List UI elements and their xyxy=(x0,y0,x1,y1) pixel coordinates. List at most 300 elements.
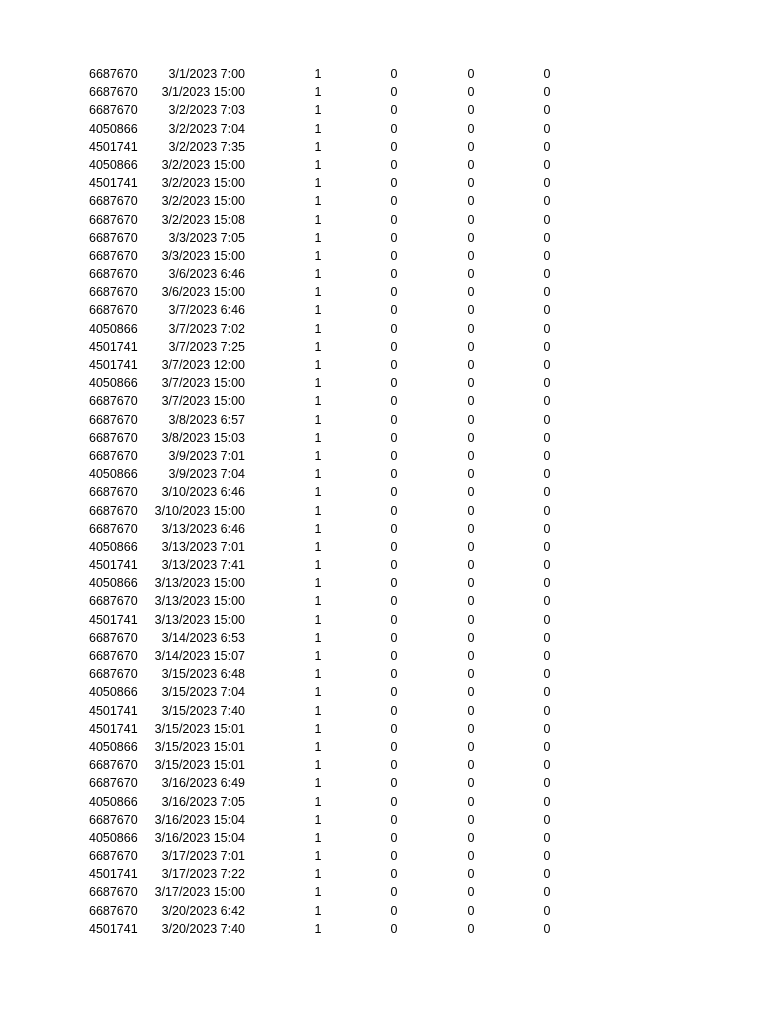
table-row xyxy=(0,374,768,392)
value-cell-3: 0 xyxy=(467,903,475,918)
value-cell-3: 0 xyxy=(467,849,475,864)
value-cell-3: 0 xyxy=(467,612,475,627)
value-cell-4: 0 xyxy=(543,121,551,136)
value-cell-1: 1 xyxy=(314,358,322,372)
datetime-cell: 3/2/2023 15:08 xyxy=(161,212,245,227)
value-cell-3: 0 xyxy=(467,576,475,591)
datetime-cell: 3/15/2023 6:48 xyxy=(161,667,245,682)
id-cell: 6687670 xyxy=(89,230,138,245)
value-cell-3: 0 xyxy=(467,630,475,645)
value-cell-4: 0 xyxy=(543,394,551,409)
value-cell-1: 1 xyxy=(314,430,322,445)
table-row xyxy=(0,283,768,301)
datetime-cell: 3/2/2023 7:04 xyxy=(168,121,245,136)
value-cell-1: 1 xyxy=(314,194,322,209)
datetime-cell: 3/8/2023 6:57 xyxy=(168,412,245,427)
value-cell-3: 0 xyxy=(467,467,475,482)
id-cell: 6687670 xyxy=(89,103,138,118)
datetime-cell: 3/1/2023 7:00 xyxy=(168,67,245,81)
value-cell-4: 0 xyxy=(543,885,551,900)
datetime-cell: 3/15/2023 15:01 xyxy=(154,758,245,773)
datetime-cell: 3/17/2023 7:01 xyxy=(161,849,245,864)
value-cell-3: 0 xyxy=(467,921,475,936)
value-cell-2: 0 xyxy=(390,103,398,118)
datetime-cell: 3/15/2023 7:04 xyxy=(161,685,245,700)
value-cell-1: 1 xyxy=(314,103,322,118)
datetime-cell: 3/2/2023 7:03 xyxy=(168,103,245,118)
value-cell-2: 0 xyxy=(390,921,398,936)
table-row xyxy=(0,156,768,174)
id-cell: 4050866 xyxy=(89,576,138,591)
datetime-cell: 3/8/2023 15:03 xyxy=(161,430,245,445)
table-row xyxy=(0,865,768,883)
value-cell-4: 0 xyxy=(543,794,551,809)
value-cell-3: 0 xyxy=(467,503,475,518)
value-cell-2: 0 xyxy=(390,394,398,409)
value-cell-3: 0 xyxy=(467,194,475,209)
value-cell-3: 0 xyxy=(467,412,475,427)
value-cell-1: 1 xyxy=(314,721,322,736)
id-cell: 6687670 xyxy=(89,885,138,900)
datetime-cell: 3/15/2023 7:40 xyxy=(161,703,245,718)
id-cell: 4050866 xyxy=(89,157,138,172)
id-cell: 6687670 xyxy=(89,776,138,791)
value-cell-3: 0 xyxy=(467,776,475,791)
value-cell-3: 0 xyxy=(467,139,475,154)
value-cell-4: 0 xyxy=(543,630,551,645)
value-cell-2: 0 xyxy=(390,139,398,154)
value-cell-1: 1 xyxy=(314,812,322,827)
table-row xyxy=(0,611,768,629)
id-cell: 4501741 xyxy=(89,921,138,936)
value-cell-3: 0 xyxy=(467,339,475,354)
table-row xyxy=(0,192,768,210)
datetime-cell: 3/10/2023 6:46 xyxy=(161,485,245,500)
value-cell-1: 1 xyxy=(314,612,322,627)
id-cell: 4501741 xyxy=(89,339,138,354)
table-row xyxy=(0,429,768,447)
id-cell: 4501741 xyxy=(89,703,138,718)
value-cell-4: 0 xyxy=(543,649,551,663)
value-cell-1: 1 xyxy=(314,921,322,936)
datetime-cell: 3/1/2023 15:00 xyxy=(161,85,245,100)
datetime-cell: 3/17/2023 7:22 xyxy=(161,867,245,882)
table-row xyxy=(0,920,768,938)
value-cell-2: 0 xyxy=(390,485,398,500)
value-cell-2: 0 xyxy=(390,503,398,518)
value-cell-4: 0 xyxy=(543,157,551,172)
value-cell-1: 1 xyxy=(314,830,322,845)
id-cell: 6687670 xyxy=(89,758,138,773)
value-cell-2: 0 xyxy=(390,267,398,282)
value-cell-2: 0 xyxy=(390,176,398,191)
table-row xyxy=(0,65,768,83)
table-row xyxy=(0,756,768,774)
value-cell-3: 0 xyxy=(467,485,475,500)
value-cell-4: 0 xyxy=(543,176,551,191)
value-cell-4: 0 xyxy=(543,194,551,209)
table-row xyxy=(0,847,768,865)
value-cell-3: 0 xyxy=(467,285,475,300)
id-cell: 6687670 xyxy=(89,649,138,663)
value-cell-3: 0 xyxy=(467,303,475,318)
table-row xyxy=(0,520,768,538)
value-cell-1: 1 xyxy=(314,485,322,500)
value-cell-3: 0 xyxy=(467,358,475,372)
value-cell-3: 0 xyxy=(467,830,475,845)
value-cell-4: 0 xyxy=(543,667,551,682)
id-cell: 4501741 xyxy=(89,558,138,573)
value-cell-2: 0 xyxy=(390,430,398,445)
datetime-cell: 3/9/2023 7:04 xyxy=(168,467,245,482)
id-cell: 4501741 xyxy=(89,139,138,154)
value-cell-3: 0 xyxy=(467,812,475,827)
value-cell-3: 0 xyxy=(467,430,475,445)
value-cell-3: 0 xyxy=(467,248,475,263)
datetime-cell: 3/13/2023 15:00 xyxy=(154,594,245,609)
value-cell-2: 0 xyxy=(390,703,398,718)
value-cell-2: 0 xyxy=(390,867,398,882)
value-cell-1: 1 xyxy=(314,285,322,300)
value-cell-3: 0 xyxy=(467,157,475,172)
value-cell-1: 1 xyxy=(314,794,322,809)
id-cell: 4050866 xyxy=(89,794,138,809)
datetime-cell: 3/3/2023 7:05 xyxy=(168,230,245,245)
value-cell-3: 0 xyxy=(467,321,475,336)
table-row xyxy=(0,483,768,501)
value-cell-1: 1 xyxy=(314,667,322,682)
value-cell-3: 0 xyxy=(467,594,475,609)
value-cell-2: 0 xyxy=(390,630,398,645)
id-cell: 4501741 xyxy=(89,867,138,882)
value-cell-2: 0 xyxy=(390,903,398,918)
id-cell: 6687670 xyxy=(89,630,138,645)
value-cell-2: 0 xyxy=(390,358,398,372)
value-cell-4: 0 xyxy=(543,103,551,118)
table-row xyxy=(0,647,768,665)
value-cell-3: 0 xyxy=(467,794,475,809)
table-row xyxy=(0,120,768,138)
value-cell-3: 0 xyxy=(467,212,475,227)
value-cell-4: 0 xyxy=(543,812,551,827)
id-cell: 4501741 xyxy=(89,176,138,191)
value-cell-3: 0 xyxy=(467,558,475,573)
id-cell: 4501741 xyxy=(89,721,138,736)
value-cell-1: 1 xyxy=(314,594,322,609)
table-row xyxy=(0,356,768,374)
value-cell-3: 0 xyxy=(467,758,475,773)
value-cell-4: 0 xyxy=(543,303,551,318)
value-cell-4: 0 xyxy=(543,921,551,936)
id-cell: 4050866 xyxy=(89,685,138,700)
datetime-cell: 3/16/2023 6:49 xyxy=(161,776,245,791)
id-cell: 6687670 xyxy=(89,485,138,500)
value-cell-3: 0 xyxy=(467,376,475,391)
value-cell-2: 0 xyxy=(390,194,398,209)
value-cell-2: 0 xyxy=(390,576,398,591)
datetime-cell: 3/16/2023 7:05 xyxy=(161,794,245,809)
value-cell-2: 0 xyxy=(390,521,398,536)
datetime-cell: 3/14/2023 15:07 xyxy=(154,649,245,663)
id-cell: 6687670 xyxy=(89,394,138,409)
value-cell-4: 0 xyxy=(543,721,551,736)
value-cell-1: 1 xyxy=(314,448,322,463)
value-cell-4: 0 xyxy=(543,685,551,700)
table-row xyxy=(0,301,768,319)
value-cell-1: 1 xyxy=(314,849,322,864)
datetime-cell: 3/20/2023 7:40 xyxy=(161,921,245,936)
id-cell: 6687670 xyxy=(89,303,138,318)
table-row xyxy=(0,902,768,920)
value-cell-4: 0 xyxy=(543,612,551,627)
value-cell-4: 0 xyxy=(543,85,551,100)
value-cell-2: 0 xyxy=(390,794,398,809)
datetime-cell: 3/2/2023 15:00 xyxy=(161,157,245,172)
value-cell-1: 1 xyxy=(314,339,322,354)
value-cell-1: 1 xyxy=(314,758,322,773)
table-row xyxy=(0,883,768,901)
datetime-cell: 3/13/2023 6:46 xyxy=(161,521,245,536)
value-cell-4: 0 xyxy=(543,539,551,554)
value-cell-2: 0 xyxy=(390,812,398,827)
value-cell-1: 1 xyxy=(314,157,322,172)
id-cell: 4050866 xyxy=(89,121,138,136)
id-cell: 6687670 xyxy=(89,248,138,263)
value-cell-1: 1 xyxy=(314,248,322,263)
datetime-cell: 3/15/2023 15:01 xyxy=(154,721,245,736)
datetime-cell: 3/10/2023 15:00 xyxy=(154,503,245,518)
value-cell-4: 0 xyxy=(543,521,551,536)
value-cell-3: 0 xyxy=(467,267,475,282)
value-cell-3: 0 xyxy=(467,649,475,663)
value-cell-4: 0 xyxy=(543,430,551,445)
value-cell-2: 0 xyxy=(390,376,398,391)
table-row xyxy=(0,665,768,683)
value-cell-3: 0 xyxy=(467,667,475,682)
value-cell-3: 0 xyxy=(467,176,475,191)
id-cell: 6687670 xyxy=(89,194,138,209)
value-cell-2: 0 xyxy=(390,885,398,900)
table-row xyxy=(0,592,768,610)
value-cell-4: 0 xyxy=(543,339,551,354)
id-cell: 6687670 xyxy=(89,849,138,864)
value-cell-4: 0 xyxy=(543,448,551,463)
table-row xyxy=(0,720,768,738)
value-cell-1: 1 xyxy=(314,521,322,536)
value-cell-1: 1 xyxy=(314,412,322,427)
datetime-cell: 3/14/2023 6:53 xyxy=(161,630,245,645)
value-cell-1: 1 xyxy=(314,267,322,282)
datetime-cell: 3/2/2023 15:00 xyxy=(161,194,245,209)
value-cell-1: 1 xyxy=(314,867,322,882)
value-cell-2: 0 xyxy=(390,212,398,227)
table-row xyxy=(0,211,768,229)
datetime-cell: 3/15/2023 15:01 xyxy=(154,739,245,754)
value-cell-1: 1 xyxy=(314,885,322,900)
id-cell: 6687670 xyxy=(89,212,138,227)
value-cell-2: 0 xyxy=(390,776,398,791)
datetime-cell: 3/7/2023 7:02 xyxy=(168,321,245,336)
value-cell-4: 0 xyxy=(543,849,551,864)
value-cell-1: 1 xyxy=(314,176,322,191)
value-cell-2: 0 xyxy=(390,67,398,81)
table-row xyxy=(0,320,768,338)
value-cell-1: 1 xyxy=(314,139,322,154)
datetime-cell: 3/6/2023 15:00 xyxy=(161,285,245,300)
table-row xyxy=(0,538,768,556)
id-cell: 6687670 xyxy=(89,521,138,536)
datetime-cell: 3/20/2023 6:42 xyxy=(161,903,245,918)
value-cell-1: 1 xyxy=(314,685,322,700)
id-cell: 6687670 xyxy=(89,503,138,518)
value-cell-2: 0 xyxy=(390,649,398,663)
datetime-cell: 3/7/2023 12:00 xyxy=(161,358,245,372)
value-cell-4: 0 xyxy=(543,467,551,482)
table-row xyxy=(0,174,768,192)
table-row xyxy=(0,247,768,265)
table-row xyxy=(0,556,768,574)
value-cell-1: 1 xyxy=(314,558,322,573)
table-row xyxy=(0,392,768,410)
table-row xyxy=(0,338,768,356)
value-cell-4: 0 xyxy=(543,576,551,591)
datetime-cell: 3/9/2023 7:01 xyxy=(168,448,245,463)
id-cell: 6687670 xyxy=(89,285,138,300)
table-row xyxy=(0,574,768,592)
value-cell-1: 1 xyxy=(314,649,322,663)
datetime-cell: 3/13/2023 7:01 xyxy=(161,539,245,554)
value-cell-4: 0 xyxy=(543,212,551,227)
id-cell: 6687670 xyxy=(89,85,138,100)
value-cell-2: 0 xyxy=(390,303,398,318)
value-cell-3: 0 xyxy=(467,521,475,536)
value-cell-2: 0 xyxy=(390,285,398,300)
table-row xyxy=(0,411,768,429)
value-cell-4: 0 xyxy=(543,248,551,263)
value-cell-1: 1 xyxy=(314,630,322,645)
id-cell: 6687670 xyxy=(89,448,138,463)
value-cell-4: 0 xyxy=(543,558,551,573)
value-cell-1: 1 xyxy=(314,376,322,391)
table-row xyxy=(0,447,768,465)
table-row xyxy=(0,229,768,247)
value-cell-3: 0 xyxy=(467,539,475,554)
value-cell-2: 0 xyxy=(390,667,398,682)
value-cell-1: 1 xyxy=(314,67,322,81)
value-cell-1: 1 xyxy=(314,121,322,136)
value-cell-2: 0 xyxy=(390,467,398,482)
value-cell-3: 0 xyxy=(467,67,475,81)
table-row xyxy=(0,811,768,829)
value-cell-4: 0 xyxy=(543,358,551,372)
value-cell-3: 0 xyxy=(467,448,475,463)
datetime-cell: 3/6/2023 6:46 xyxy=(168,267,245,282)
value-cell-2: 0 xyxy=(390,85,398,100)
datetime-cell: 3/16/2023 15:04 xyxy=(154,812,245,827)
table-row xyxy=(0,793,768,811)
id-cell: 6687670 xyxy=(89,594,138,609)
value-cell-3: 0 xyxy=(467,685,475,700)
datetime-cell: 3/13/2023 7:41 xyxy=(161,558,245,573)
id-cell: 4050866 xyxy=(89,739,138,754)
value-cell-2: 0 xyxy=(390,157,398,172)
value-cell-2: 0 xyxy=(390,849,398,864)
datetime-cell: 3/2/2023 15:00 xyxy=(161,176,245,191)
value-cell-2: 0 xyxy=(390,230,398,245)
value-cell-2: 0 xyxy=(390,339,398,354)
value-cell-4: 0 xyxy=(543,230,551,245)
datetime-cell: 3/7/2023 6:46 xyxy=(168,303,245,318)
value-cell-4: 0 xyxy=(543,594,551,609)
datetime-cell: 3/17/2023 15:00 xyxy=(154,885,245,900)
table-row xyxy=(0,774,768,792)
value-cell-4: 0 xyxy=(543,776,551,791)
datetime-cell: 3/13/2023 15:00 xyxy=(154,576,245,591)
value-cell-4: 0 xyxy=(543,321,551,336)
value-cell-2: 0 xyxy=(390,594,398,609)
value-cell-4: 0 xyxy=(543,485,551,500)
value-cell-1: 1 xyxy=(314,85,322,100)
value-cell-2: 0 xyxy=(390,412,398,427)
datetime-cell: 3/7/2023 15:00 xyxy=(161,376,245,391)
value-cell-2: 0 xyxy=(390,739,398,754)
value-cell-3: 0 xyxy=(467,394,475,409)
table-row xyxy=(0,265,768,283)
value-cell-3: 0 xyxy=(467,739,475,754)
value-cell-2: 0 xyxy=(390,721,398,736)
value-cell-3: 0 xyxy=(467,85,475,100)
table-row xyxy=(0,629,768,647)
table-row xyxy=(0,829,768,847)
id-cell: 6687670 xyxy=(89,412,138,427)
value-cell-4: 0 xyxy=(543,376,551,391)
id-cell: 4501741 xyxy=(89,358,138,372)
value-cell-4: 0 xyxy=(543,67,551,81)
value-cell-1: 1 xyxy=(314,212,322,227)
id-cell: 6687670 xyxy=(89,67,138,81)
table-row xyxy=(0,101,768,119)
value-cell-1: 1 xyxy=(314,776,322,791)
table-row xyxy=(0,738,768,756)
value-cell-1: 1 xyxy=(314,321,322,336)
value-cell-1: 1 xyxy=(314,394,322,409)
id-cell: 6687670 xyxy=(89,667,138,682)
id-cell: 4050866 xyxy=(89,830,138,845)
value-cell-3: 0 xyxy=(467,230,475,245)
value-cell-2: 0 xyxy=(390,685,398,700)
value-cell-3: 0 xyxy=(467,867,475,882)
value-cell-4: 0 xyxy=(543,285,551,300)
value-cell-2: 0 xyxy=(390,830,398,845)
value-cell-1: 1 xyxy=(314,467,322,482)
datetime-cell: 3/2/2023 7:35 xyxy=(168,139,245,154)
value-cell-4: 0 xyxy=(543,867,551,882)
id-cell: 6687670 xyxy=(89,903,138,918)
value-cell-2: 0 xyxy=(390,121,398,136)
value-cell-1: 1 xyxy=(314,303,322,318)
value-cell-3: 0 xyxy=(467,121,475,136)
value-cell-4: 0 xyxy=(543,267,551,282)
value-cell-2: 0 xyxy=(390,558,398,573)
value-cell-1: 1 xyxy=(314,539,322,554)
data-table xyxy=(0,65,768,938)
value-cell-1: 1 xyxy=(314,503,322,518)
id-cell: 4050866 xyxy=(89,321,138,336)
datetime-cell: 3/13/2023 15:00 xyxy=(154,612,245,627)
value-cell-3: 0 xyxy=(467,721,475,736)
datetime-cell: 3/7/2023 15:00 xyxy=(161,394,245,409)
value-cell-4: 0 xyxy=(543,703,551,718)
